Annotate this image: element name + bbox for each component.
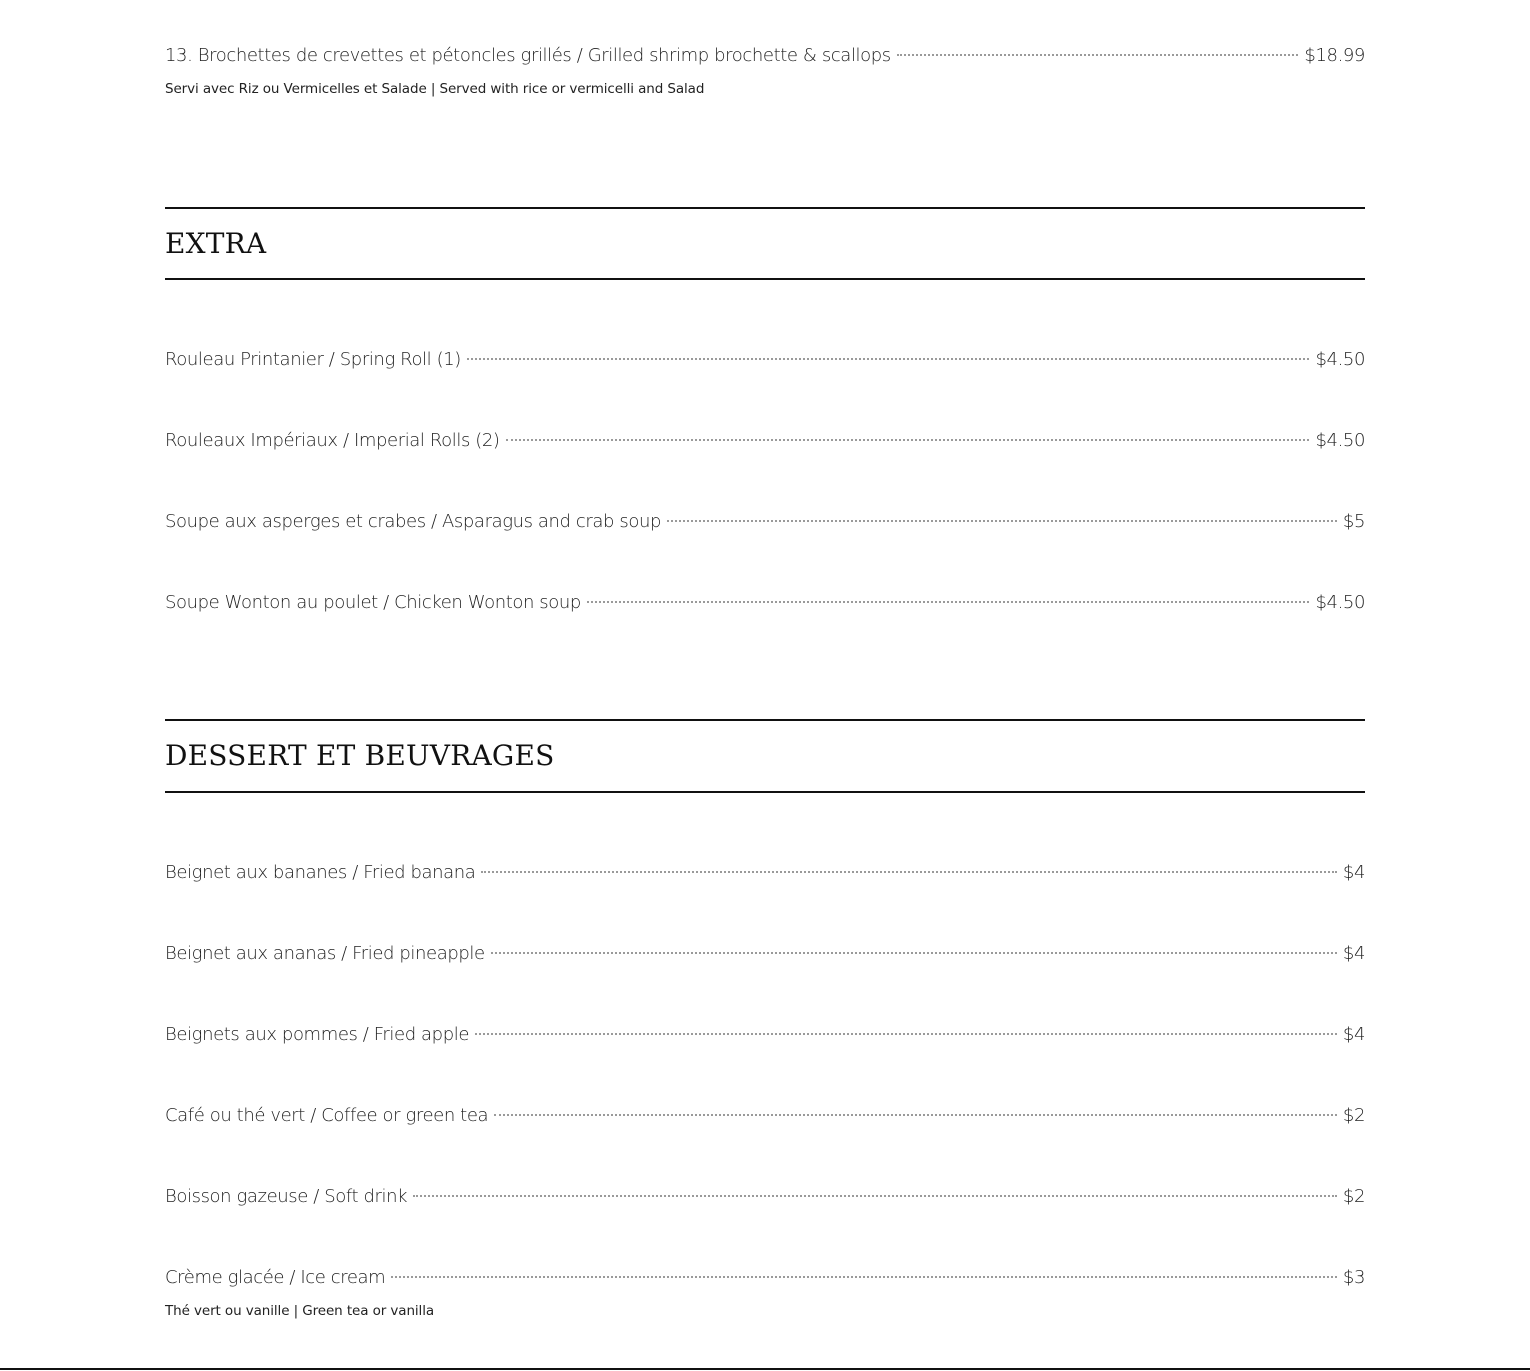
menu-item-row [165,1267,1365,1295]
dotted-leader [506,439,1310,441]
dotted-leader [413,1195,1337,1197]
section-title: EXTRA [165,227,267,260]
menu-item-price: $4 [1342,943,1365,964]
menu-item-price: $2 [1342,1186,1365,1207]
menu-item-price: $4 [1342,1024,1365,1045]
menu-item [165,45,1365,97]
menu-item-price: $18.99 [1304,45,1365,66]
menu-item-price: $4.50 [1315,349,1365,370]
menu-item [165,1186,1365,1214]
section-header-dessert [165,719,1365,793]
menu-item-name: Beignet aux bananes / Fried banana [165,862,476,883]
dotted-leader [897,54,1299,56]
page-bottom-divider [0,1368,1530,1370]
menu-item-name: Beignet aux ananas / Fried pineapple [165,943,485,964]
menu-item-name: Rouleau Printanier / Spring Roll (1) [165,349,461,370]
menu-item [165,511,1365,539]
menu-item-price: $4.50 [1315,430,1365,451]
menu-item-price: $5 [1342,511,1365,532]
menu-item-row [165,862,1365,890]
menu-item-row [165,1024,1365,1052]
menu-item-price: $4 [1342,862,1365,883]
menu-item-price: $2 [1342,1105,1365,1126]
menu-item-name: 13. Brochettes de crevettes et pétoncles grillés / Grilled shrimp brochette & scallops [165,45,891,66]
dotted-leader [587,601,1310,603]
menu-item-price: $3 [1342,1267,1365,1288]
section-header-extra [165,207,1365,280]
menu-item-name: Crème glacée / Ice cream [165,1267,386,1288]
menu-item-row [165,592,1365,620]
menu-item [165,1105,1365,1133]
menu-item [165,349,1365,377]
dotted-leader [494,1114,1337,1116]
dotted-leader [467,358,1310,360]
menu-item-name: Soupe Wonton au poulet / Chicken Wonton soup [165,592,581,613]
menu-item [165,592,1365,620]
menu-item-name: Beignets aux pommes / Fried apple [165,1024,470,1045]
menu-item-row [165,430,1365,458]
menu-item-description: Thé vert ou vanille | Green tea or vanilla [165,1303,435,1319]
menu-item-price: $4.50 [1315,592,1365,613]
menu-item [165,1024,1365,1052]
menu-item-row [165,1105,1365,1133]
menu-item-name: Café ou thé vert / Coffee or green tea [165,1105,489,1126]
menu-item [165,1267,1365,1319]
dotted-leader [481,871,1336,873]
dotted-leader [491,952,1337,954]
menu-item [165,430,1365,458]
dotted-leader [667,520,1337,522]
menu-item-name: Boisson gazeuse / Soft drink [165,1186,408,1207]
menu-item-row [165,349,1365,377]
menu-item-description: Servi avec Riz ou Vermicelles et Salade | Served with rice or vermicelli and Salad [165,81,705,97]
dotted-leader [391,1276,1337,1278]
menu-item [165,862,1365,890]
menu-item-name: Rouleaux Impériaux / Imperial Rolls (2) [165,430,500,451]
menu-item-row [165,1186,1365,1214]
section-title: DESSERT ET BEUVRAGES [165,739,555,772]
menu-item-name: Soupe aux asperges et crabes / Asparagus and crab soup [165,511,661,532]
dotted-leader [475,1033,1337,1035]
menu-item-row [165,943,1365,971]
menu-item-row [165,45,1365,73]
menu-item-row [165,511,1365,539]
menu-item [165,943,1365,971]
